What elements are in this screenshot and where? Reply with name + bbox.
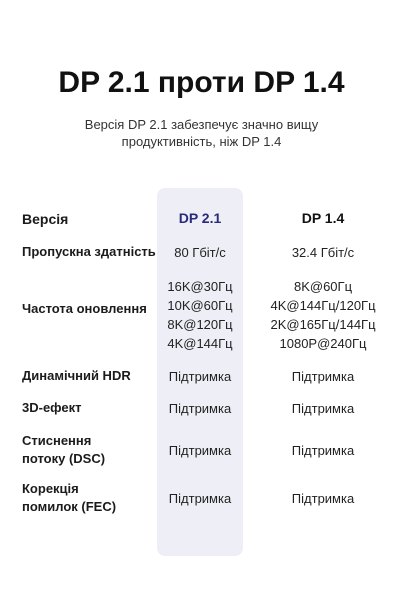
dp14-dsc: Підтримка: [291, 443, 355, 458]
dp21-refresh-3: 8K@120Гц: [167, 317, 233, 332]
dp21-fec: Підтримка: [168, 491, 232, 506]
dp21-dynamic-hdr: Підтримка: [168, 369, 232, 384]
dp14-3d-effect: Підтримка: [291, 401, 355, 416]
header-version-label: Версія: [22, 211, 69, 227]
dp21-3d-effect: Підтримка: [168, 401, 232, 416]
dp21-refresh-1: 16K@30Гц: [167, 279, 233, 294]
dp14-refresh-4: 1080P@240Гц: [279, 336, 367, 351]
row-label-fec: [22, 480, 116, 516]
page-title: DP 2.1 проти DP 1.4: [58, 66, 345, 99]
row-label-dsc: [22, 432, 105, 468]
dp14-bandwidth: 32.4 Гбіт/с: [291, 245, 355, 260]
dp14-refresh-2: 4K@144Гц/120Гц: [270, 298, 376, 313]
dp21-refresh-2: 10K@60Гц: [167, 298, 233, 313]
header-dp14: DP 1.4: [301, 210, 345, 226]
dp21-bandwidth: 80 Гбіт/с: [174, 245, 226, 260]
dp14-refresh-1: 8K@60Гц: [293, 279, 353, 294]
row-label-refresh-rate: Частота оновлення: [22, 301, 147, 316]
row-label-dynamic-hdr: Динамічний HDR: [22, 368, 131, 383]
dp21-dsc: Підтримка: [168, 443, 232, 458]
dp14-fec: Підтримка: [291, 491, 355, 506]
row-label-bandwidth: Пропускна здатність: [22, 244, 156, 259]
row-label-dsc-line-1: Стиснення: [22, 433, 92, 448]
dp21-refresh-4: 4K@144Гц: [167, 336, 233, 351]
dp14-refresh-3: 2K@165Гц/144Гц: [270, 317, 376, 332]
row-label-dsc-line-2: потоку (DSC): [22, 451, 106, 466]
header-dp21: DP 2.1: [178, 210, 222, 226]
row-label-fec-line-1: Корекція: [22, 481, 79, 496]
row-label-3d-effect: 3D-ефект: [22, 400, 82, 415]
dp14-dynamic-hdr: Підтримка: [291, 369, 355, 384]
page-subtitle: Версія DP 2.1 забезпечує значно вищу продуктивність, ніж DP 1.4: [84, 117, 319, 149]
row-label-fec-line-2: помилок (FEC): [22, 499, 117, 514]
